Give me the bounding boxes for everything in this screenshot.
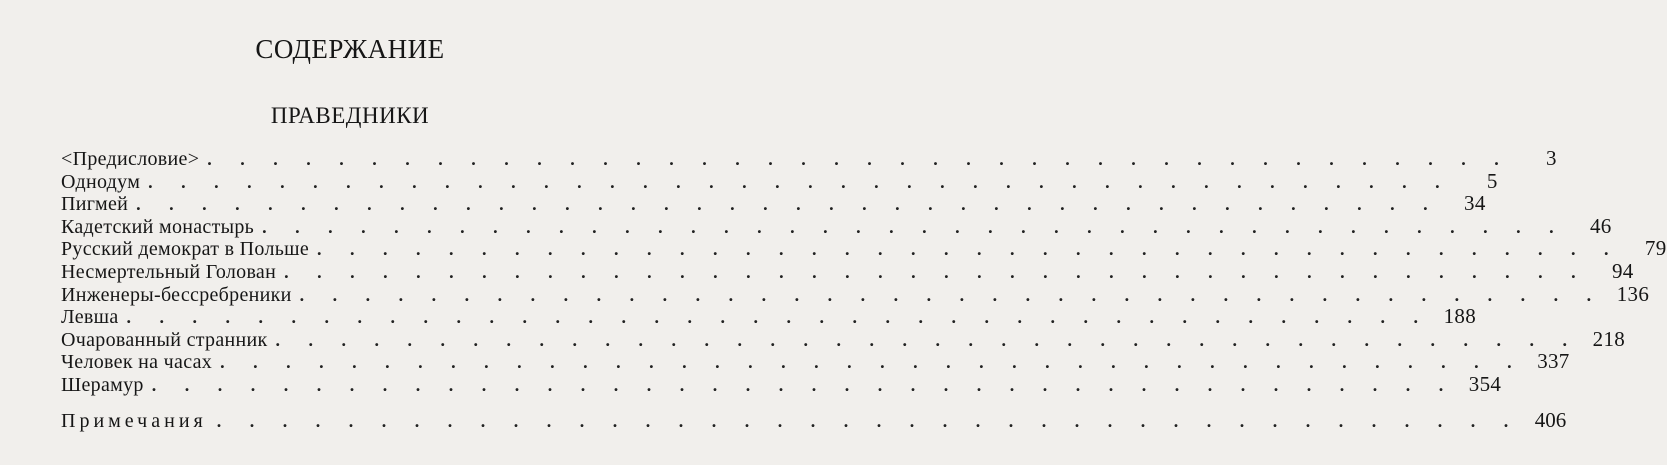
toc-entry-page: 188: [1443, 304, 1477, 329]
toc-entry-title: Очарованный странник: [61, 328, 268, 351]
toc-entry-page: 94: [1612, 258, 1634, 283]
toc-entry-page: 354: [1468, 371, 1502, 396]
toc-entry-page: 34: [1464, 191, 1486, 216]
dot-leader: . . . . . . . . . . . . . . . . . . . . . . . . . . . . . . . . . . . . . . . .: [284, 261, 1588, 282]
dot-leader: . . . . . . . . . . . . . . . . . . . . . . . . . . . . . . . . . . . . . . . .: [275, 329, 1580, 350]
toc-entry-title: Несмертельный Голован: [61, 260, 277, 283]
toc-entry: [61, 213, 1612, 238]
toc-entry-title: Инженеры-бессребреники: [61, 283, 292, 306]
dot-leader: . . . . . . . . . . . . . . . . . . . . . . . . . . . . . . . . . . . . . . . .: [220, 352, 1524, 373]
table-of-contents: [61, 146, 1667, 396]
toc-entry-page: 337: [1537, 349, 1570, 374]
toc-entry: [61, 236, 1667, 261]
page-title: СОДЕРЖАНИЕ: [255, 34, 445, 64]
dot-leader: . . . . . . . . . . . . . . . . . . . . . . . . . . . . . . . . . . . . . . . .: [148, 171, 1452, 192]
toc-entry-title: Человек на часах: [61, 351, 213, 374]
toc-entry-title: Однодум: [61, 170, 141, 193]
toc-entry: [61, 191, 1486, 216]
notes-entry-title: Примечания: [61, 410, 207, 432]
toc-entry-title: Русский демократ в Польше: [61, 238, 310, 261]
notes-entry-page: 406: [1534, 408, 1567, 432]
dot-leader: . . . . . . . . . . . . . . . . . . . . . . . . . . . . . . . . . . . . . . . .: [262, 216, 1566, 237]
toc-entry-title: Кадетский монастырь: [61, 215, 255, 238]
toc-entry: [61, 349, 1570, 374]
toc-entry-title: <Предисловие>: [61, 148, 200, 170]
toc-entry-title: Пигмей: [61, 193, 129, 216]
toc-entry: [61, 258, 1634, 283]
toc-entry-page: 218: [1592, 326, 1626, 351]
dot-leader: . . . . . . . . . . . . . . . . . . . . . . . . . . . . . . . . . . . . . . . .: [216, 411, 1521, 431]
toc-entry: [61, 326, 1626, 351]
toc-entry-title: Шерамур: [61, 373, 144, 396]
toc-entry-page: 136: [1616, 281, 1650, 306]
toc-entry-title: Левша: [61, 306, 119, 329]
toc-entry-page: 5: [1486, 168, 1498, 193]
dot-leader: . . . . . . . . . . . . . . . . . . . . . . . . . . . . . . . . . . . . . . . .: [136, 194, 1440, 215]
notes-entry: [61, 408, 1567, 433]
toc-entry: [61, 146, 1557, 170]
toc-entry: [61, 168, 1498, 193]
dot-leader: . . . . . . . . . . . . . . . . . . . . . . . . . . . . . . . . . . . . . . . .: [299, 284, 1604, 305]
dot-leader: . . . . . . . . . . . . . . . . . . . . . . . . . . . . . . . . . . . . . . . .: [317, 239, 1621, 260]
dot-leader: . . . . . . . . . . . . . . . . . . . . . . . . . . . . . . . . . . . . . . . .: [151, 374, 1456, 395]
toc-entry-page: 46: [1590, 213, 1612, 238]
section-title: ПРАВЕДНИКИ: [270, 103, 430, 128]
dot-leader: . . . . . . . . . . . . . . . . . . . . . . . . . . . . . . . . . . . . . . . .: [126, 307, 1431, 328]
toc-entry-page: 79: [1644, 236, 1667, 261]
toc-entry: [61, 304, 1477, 329]
toc-entry: [61, 371, 1502, 396]
toc-entry: [61, 281, 1650, 306]
toc-entry-page: 3: [1545, 146, 1557, 170]
dot-leader: . . . . . . . . . . . . . . . . . . . . . . . . . . . . . . . . . . . . . . . .: [207, 149, 1511, 169]
